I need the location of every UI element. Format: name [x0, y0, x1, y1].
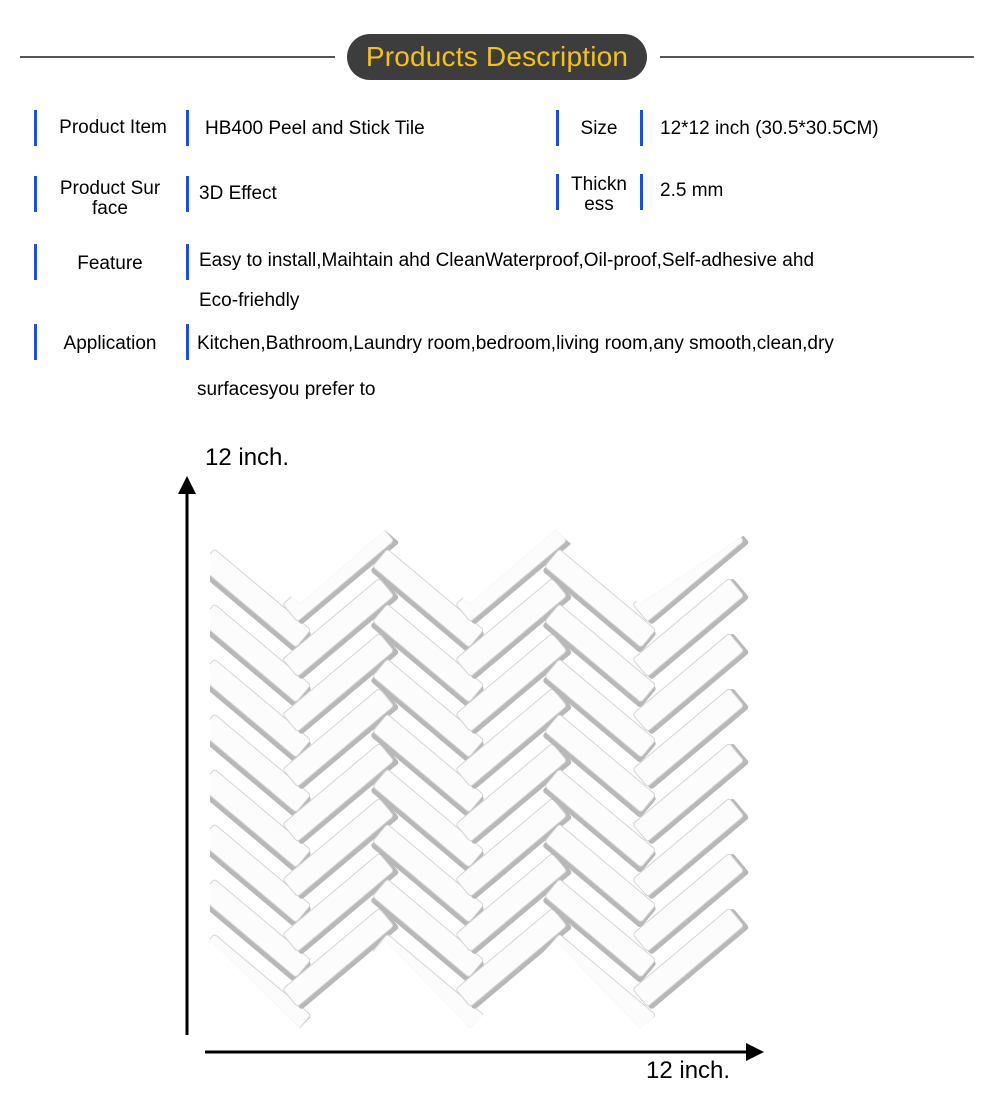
height-arrow-head [178, 476, 196, 494]
product-item-label: Product Item [59, 117, 167, 138]
application-value-line2: surfacesyou prefer to [197, 379, 376, 400]
feature-value-line2: Eco-friehdly [199, 290, 300, 311]
tile-piece [541, 439, 658, 543]
width-arrow-head [746, 1043, 764, 1061]
tile-piece [283, 1016, 400, 1103]
product-item-value: HB400 Peel and Stick Tile [205, 118, 425, 139]
thickness-value: 2.5 mm [660, 180, 724, 201]
size-label: Size [580, 118, 618, 139]
herringbone-tile-sheet [196, 384, 749, 1103]
tile-piece [541, 384, 658, 488]
product-surface-label-line1: Product Sur [59, 178, 161, 199]
tile-piece [633, 1071, 750, 1103]
feature-value-line1: Easy to install,Maihtain ahd CleanWaterproof,Oil-proof,Self-adhesive ahd [199, 250, 815, 271]
tile-piece [196, 439, 313, 543]
tile-piece [633, 1016, 750, 1103]
thickness-label-line1: Thickn [571, 174, 627, 195]
width-dimension-label: 12 inch. [646, 1057, 731, 1084]
tile-piece [283, 411, 400, 515]
tile-piece [369, 384, 486, 488]
product-surface-label-line2: face [92, 198, 128, 219]
size-value: 12*12 inch (30.5*30.5CM) [660, 118, 879, 139]
tile-piece [633, 411, 750, 515]
feature-label: Feature [77, 253, 143, 274]
tile-piece [283, 1071, 400, 1103]
section-title: Products Description [347, 34, 647, 80]
tile-piece [456, 411, 573, 515]
tile-piece [196, 384, 313, 488]
thickness-label-line2: ess [584, 194, 614, 215]
application-value-line1: Kitchen,Bathroom,Laundry room,bedroom,living room,any smooth,clean,dry [197, 333, 834, 354]
tile-piece [456, 1016, 573, 1103]
application-label: Application [63, 333, 157, 354]
tile-piece [456, 1071, 573, 1103]
tile-piece [369, 439, 486, 543]
product-surface-value: 3D Effect [199, 183, 277, 204]
height-dimension-label: 12 inch. [205, 444, 290, 471]
